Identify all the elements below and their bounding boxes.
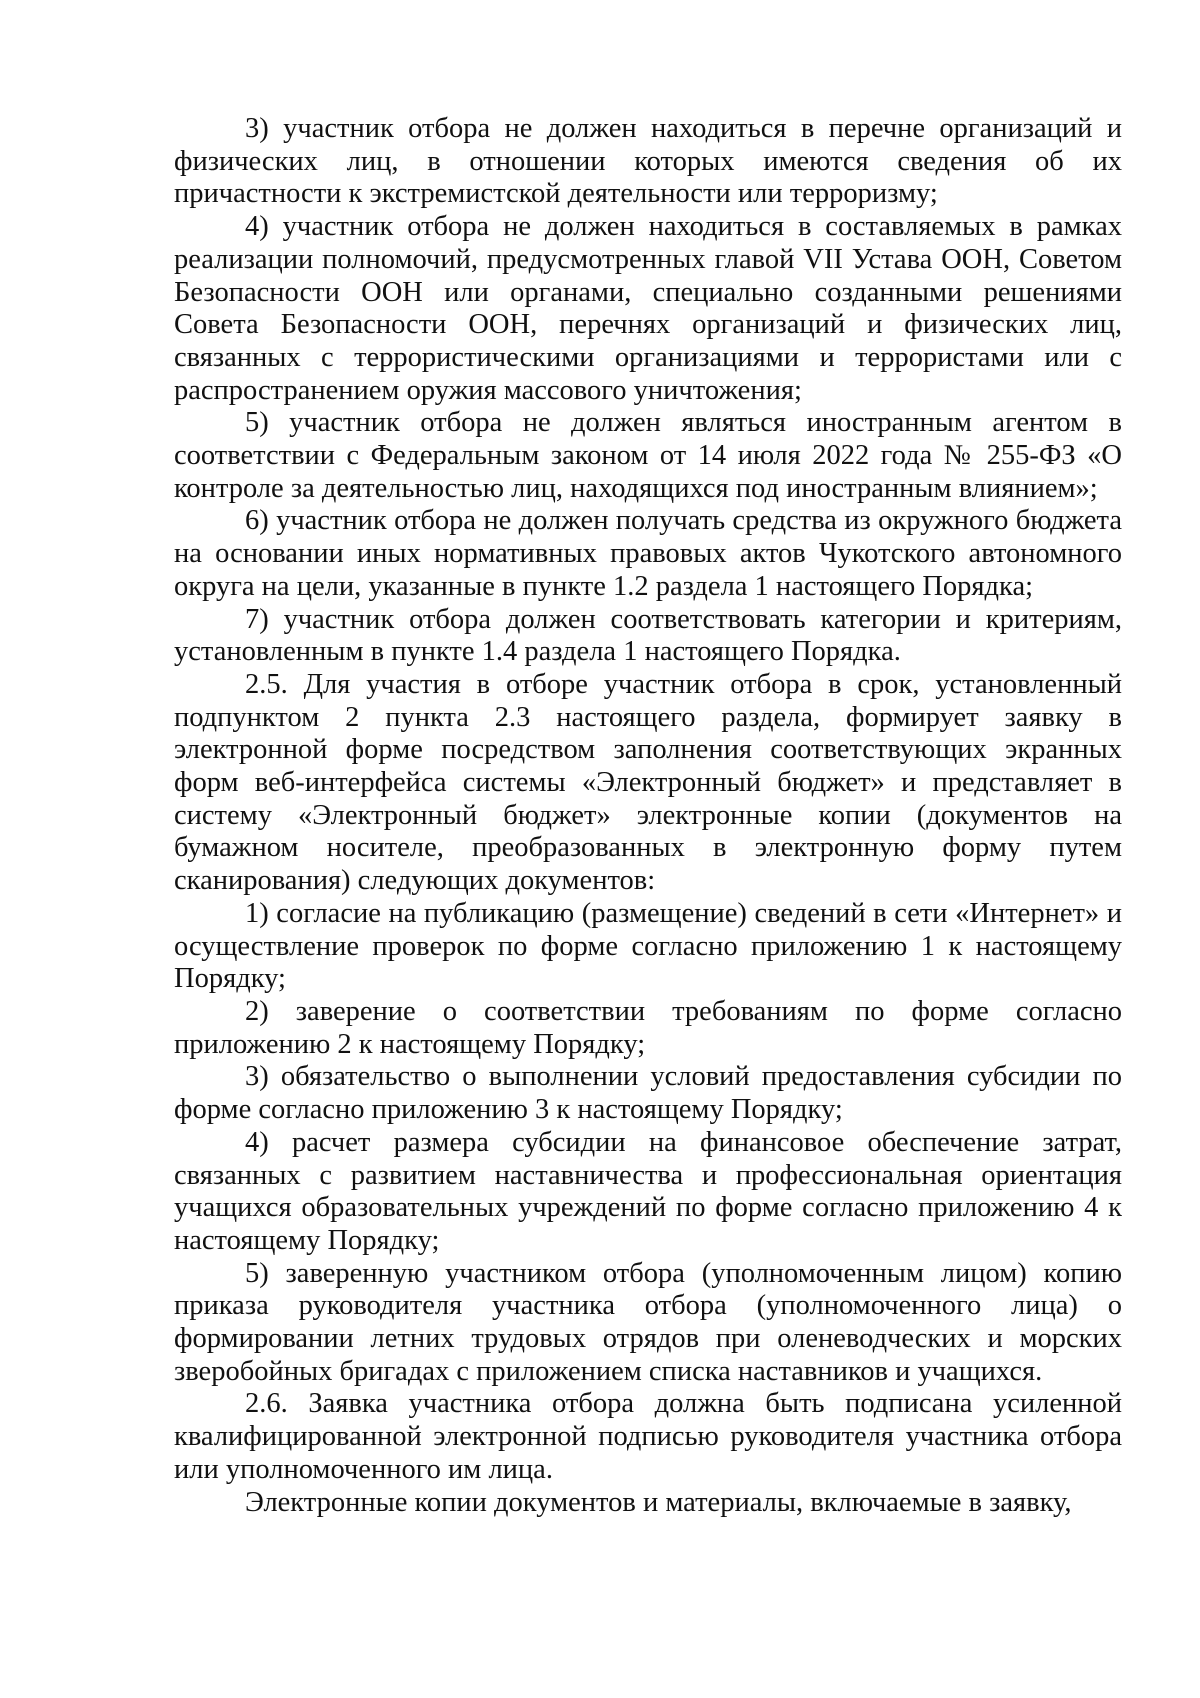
paragraph-requirement-5: 5) участник отбора не должен являться иностранным агентом в соответствии с Федеральным законом от 14 июля 2022 года № 255-ФЗ «О контроле за деятельностью лиц, находящихся под иностранным влиянием»;	[174, 407, 1122, 504]
document-body	[174, 113, 1122, 1519]
paragraph-requirement-7: 7) участник отбора должен соответствовать категории и критериям, установленным в пункте 1.4 раздела 1 настоящего Порядка.	[174, 603, 1122, 668]
paragraph-document-4: 4) расчет размера субсидии на финансовое обеспечение затрат, связанных с развитием наставничества и профессиональная ориентация учащихся образовательных учреждений по форме согласно приложению 4 к настоящему Порядку;	[174, 1126, 1122, 1256]
paragraph-requirement-3: 3) участник отбора не должен находиться в перечне организаций и физических лиц, в отношении которых имеются сведения об их причастности к экстремистской деятельности или терроризму;	[174, 113, 1122, 210]
paragraph-document-3: 3) обязательство о выполнении условий предоставления субсидии по форме согласно приложению 3 к настоящему Порядку;	[174, 1061, 1122, 1126]
paragraph-document-2: 2) заверение о соответствии требованиям по форме согласно приложению 2 к настоящему Порядку;	[174, 995, 1122, 1060]
paragraph-section-2-5: 2.5. Для участия в отборе участник отбора в срок, установленный подпунктом 2 пункта 2.3 настоящего раздела, формирует заявку в электронной форме посредством заполнения соответствующих экранных форм веб-интерфейса системы «Электронный бюджет» и представляет в систему «Электронный бюджет» электронные копии (документов на бумажном носителе, преобразованных в электронную форму путем сканирования) следующих документов:	[174, 668, 1122, 897]
paragraph-requirement-6: 6) участник отбора не должен получать средства из окружного бюджета на основании иных нормативных правовых актов Чукотского автономного округа на цели, указанные в пункте 1.2 раздела 1 настоящего Порядка;	[174, 505, 1122, 602]
paragraph-document-1: 1) согласие на публикацию (размещение) сведений в сети «Интернет» и осуществление проверок по форме согласно приложению 1 к настоящему Порядку;	[174, 897, 1122, 995]
paragraph-document-5: 5) заверенную участником отбора (уполномоченным лицом) копию приказа руководителя участника отбора (уполномоченного лица) о формировании летних трудовых отрядов при оленеводческих и морских зверобойных бригадах с приложением списка наставников и учащихся.	[174, 1257, 1122, 1387]
paragraph-requirement-4: 4) участник отбора не должен находиться в составляемых в рамках реализации полномочий, предусмотренных главой VII Устава ООН, Советом Безопасности ООН или органами, специально созданными решениями Совета Безопасности ООН, перечнях организаций и физических лиц, связанных с террористическими организациями и террористами или с распространением оружия массового уничтожения;	[174, 211, 1122, 406]
paragraph-electronic-copies: Электронные копии документов и материалы, включаемые в заявку,	[245, 1486, 1072, 1518]
paragraph-section-2-6: 2.6. Заявка участника отбора должна быть подписана усиленной квалифицированной электронной подписью руководителя участника отбора или уполномоченного им лица.	[174, 1388, 1122, 1485]
